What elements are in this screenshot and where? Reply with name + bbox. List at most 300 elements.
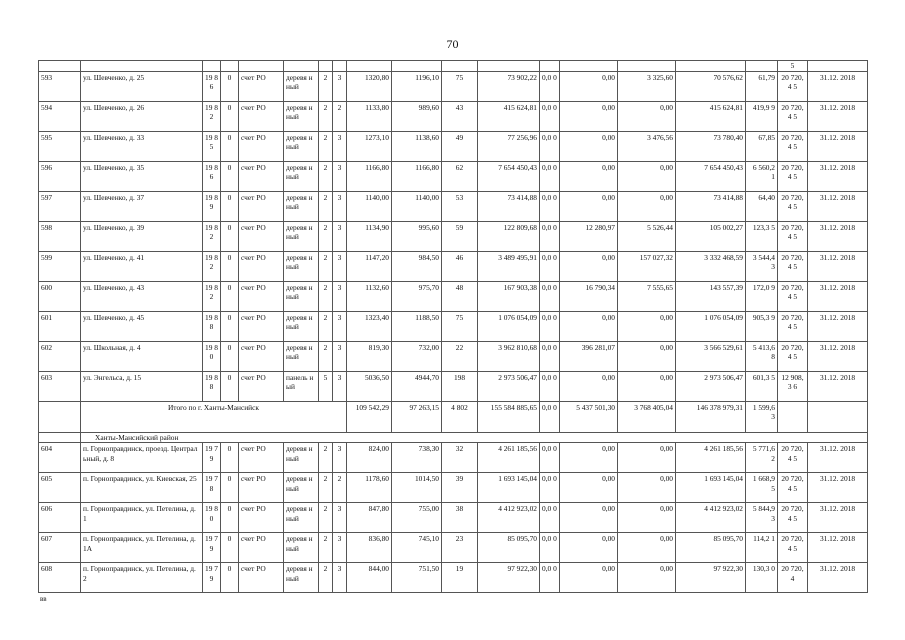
build-year-cell: 19 78 (203, 473, 221, 503)
fund-type-cell: счет РО (239, 131, 284, 161)
table-row (39, 563, 868, 593)
living-area-cell: 738,30 (392, 443, 442, 473)
total-cost-cell: 85 095,70 (478, 533, 540, 563)
total-s3-cell: 3 768 405,04 (618, 401, 676, 432)
planned-date-cell: 31.12. 2018 (808, 473, 868, 503)
code-cell: 0 (221, 503, 239, 533)
cost-region-cell: 0,00 (560, 533, 618, 563)
address-cell: п. Горноправдинск, проезд. Центральный, д. 8 (81, 443, 203, 473)
address-cell: ул. Шевченко, д. 33 (81, 131, 203, 161)
address-cell: ул. Шевченко, д. 26 (81, 101, 203, 131)
address-cell: п. Горноправдинск, ул. Петелина, д. 1 (81, 503, 203, 533)
code-cell: 0 (221, 221, 239, 251)
cost-municipal-cell: 0,00 (618, 341, 676, 371)
total-area-cell: 1178,60 (347, 473, 392, 503)
cost-limit-cell: 20 720,4 5 (778, 473, 808, 503)
residents-cell: 53 (442, 191, 478, 221)
row-number-cell: 607 (39, 533, 81, 563)
total-cost-cell: 3 489 495,91 (478, 251, 540, 281)
build-year-cell: 19 86 (203, 71, 221, 101)
total-area-cell: 1323,40 (347, 311, 392, 341)
footer-mark: вв (40, 595, 47, 603)
row-number-cell: 601 (39, 311, 81, 341)
build-year-cell: 19 79 (203, 443, 221, 473)
floors-cell: 5 (319, 371, 333, 401)
cost-federal-cell: 0,0 0 (540, 503, 560, 533)
address-cell: ул. Шевченко, д. 37 (81, 191, 203, 221)
cost-region-cell: 0,00 (560, 131, 618, 161)
cost-owners-cell: 2 973 506,47 (676, 371, 746, 401)
total-spec-cell: 1 599,6 3 (746, 401, 778, 432)
living-area-cell: 745,10 (392, 533, 442, 563)
cost-federal-cell: 0,0 0 (540, 221, 560, 251)
total-cost-cell: 122 809,68 (478, 221, 540, 251)
fund-type-cell: счет РО (239, 281, 284, 311)
cost-owners-cell: 73 780,40 (676, 131, 746, 161)
entrances-cell: 3 (333, 371, 347, 401)
residents-cell: 39 (442, 473, 478, 503)
row-number-cell: 608 (39, 563, 81, 593)
residents-cell: 46 (442, 251, 478, 281)
fund-type-cell: счет РО (239, 311, 284, 341)
cost-federal-cell: 0,0 0 (540, 533, 560, 563)
table-row (39, 503, 868, 533)
row-number-cell: 600 (39, 281, 81, 311)
total-cost-cell: 4 261 185,56 (478, 443, 540, 473)
fund-type-cell: счет РО (239, 101, 284, 131)
residents-cell: 38 (442, 503, 478, 533)
entrances-cell: 3 (333, 71, 347, 101)
cost-municipal-cell: 0,00 (618, 101, 676, 131)
cost-limit-cell: 20 720,4 5 (778, 443, 808, 473)
specific-cost-cell: 114,2 1 (746, 533, 778, 563)
table-row (39, 533, 868, 563)
table-body (39, 61, 868, 593)
residents-cell: 49 (442, 131, 478, 161)
cost-region-cell: 16 790,34 (560, 281, 618, 311)
floors-cell: 2 (319, 71, 333, 101)
total-row (39, 401, 868, 432)
living-area-cell: 975,70 (392, 281, 442, 311)
cost-federal-cell: 0,0 0 (540, 281, 560, 311)
cost-municipal-cell: 0,00 (618, 473, 676, 503)
wall-material-cell: деревя нный (284, 191, 319, 221)
cost-federal-cell: 0,0 0 (540, 251, 560, 281)
cost-owners-cell: 4 412 923,02 (676, 503, 746, 533)
cost-limit-cell: 20 720,4 5 (778, 533, 808, 563)
cost-municipal-cell: 0,00 (618, 371, 676, 401)
total-area-cell: 1140,00 (347, 191, 392, 221)
wall-material-cell: деревя нный (284, 533, 319, 563)
code-cell: 0 (221, 161, 239, 191)
floors-cell: 2 (319, 533, 333, 563)
build-year-cell: 19 80 (203, 503, 221, 533)
fund-type-cell: счет РО (239, 71, 284, 101)
cost-limit-cell: 20 720,4 5 (778, 161, 808, 191)
floors-cell: 2 (319, 191, 333, 221)
total-cost-cell: 77 256,96 (478, 131, 540, 161)
living-area-cell: 751,50 (392, 563, 442, 593)
specific-cost-cell: 5 771,6 2 (746, 443, 778, 473)
cost-region-cell: 396 281,07 (560, 341, 618, 371)
specific-cost-cell: 3 544,4 3 (746, 251, 778, 281)
wall-material-cell: деревя нный (284, 281, 319, 311)
cost-owners-cell: 143 557,39 (676, 281, 746, 311)
cost-limit-cell: 20 720,4 5 (778, 341, 808, 371)
residents-cell: 59 (442, 221, 478, 251)
living-area-cell: 1140,00 (392, 191, 442, 221)
code-cell: 0 (221, 281, 239, 311)
planned-date-cell: 31.12. 2018 (808, 251, 868, 281)
address-cell: ул. Шевченко, д. 45 (81, 311, 203, 341)
cost-municipal-cell: 3 325,60 (618, 71, 676, 101)
table-row (39, 191, 868, 221)
table-row (39, 221, 868, 251)
code-cell: 0 (221, 131, 239, 161)
row-number-cell: 605 (39, 473, 81, 503)
wall-material-cell: деревя нный (284, 251, 319, 281)
fund-type-cell: счет РО (239, 443, 284, 473)
specific-cost-cell: 1 668,9 5 (746, 473, 778, 503)
total-label-cell: Итого по г. Ханты-Мансийск (81, 401, 347, 432)
cost-limit-cell: 20 720,4 5 (778, 503, 808, 533)
planned-date-cell: 31.12. 2018 (808, 443, 868, 473)
build-year-cell: 19 85 (203, 131, 221, 161)
total-area-cell: 847,80 (347, 503, 392, 533)
table-row (39, 281, 868, 311)
empty-cell (39, 432, 81, 443)
total-area-cell: 1147,20 (347, 251, 392, 281)
empty-cell (778, 401, 808, 432)
entrances-cell: 3 (333, 341, 347, 371)
empty-cell (39, 401, 81, 432)
wall-material-cell: деревя нный (284, 311, 319, 341)
living-area-cell: 1196,10 (392, 71, 442, 101)
residents-cell: 43 (442, 101, 478, 131)
floors-cell: 2 (319, 311, 333, 341)
build-year-cell: 19 79 (203, 533, 221, 563)
build-year-cell: 19 82 (203, 281, 221, 311)
entrances-cell: 3 (333, 221, 347, 251)
cost-municipal-cell: 0,00 (618, 533, 676, 563)
row-number-cell: 593 (39, 71, 81, 101)
cost-federal-cell: 0,0 0 (540, 161, 560, 191)
cost-region-cell: 0,00 (560, 443, 618, 473)
address-cell: ул. Шевченко, д. 43 (81, 281, 203, 311)
code-cell: 0 (221, 191, 239, 221)
wall-material-cell: деревя нный (284, 503, 319, 533)
cost-region-cell: 0,00 (560, 563, 618, 593)
cost-limit-cell: 20 720,4 5 (778, 251, 808, 281)
wall-material-cell: деревя нный (284, 101, 319, 131)
living-area-cell: 989,60 (392, 101, 442, 131)
floors-cell: 2 (319, 341, 333, 371)
cost-municipal-cell: 0,00 (618, 443, 676, 473)
residents-cell: 19 (442, 563, 478, 593)
table-row (39, 443, 868, 473)
total-area-cell: 824,00 (347, 443, 392, 473)
planned-date-cell: 31.12. 2018 (808, 101, 868, 131)
code-cell: 0 (221, 533, 239, 563)
living-area-cell: 1166,80 (392, 161, 442, 191)
cost-limit-cell: 20 720,4 (778, 563, 808, 593)
empty-cell (808, 401, 868, 432)
cost-municipal-cell: 0,00 (618, 563, 676, 593)
specific-cost-cell: 64,40 (746, 191, 778, 221)
cost-federal-cell: 0,0 0 (540, 443, 560, 473)
fund-type-cell: счет РО (239, 341, 284, 371)
code-cell: 0 (221, 311, 239, 341)
floors-cell: 2 (319, 443, 333, 473)
code-cell: 0 (221, 251, 239, 281)
total-cost-cell: 97 922,30 (478, 563, 540, 593)
cost-limit-cell: 20 720,4 5 (778, 101, 808, 131)
cost-federal-cell: 0,0 0 (540, 71, 560, 101)
address-cell: ул. Шевченко, д. 39 (81, 221, 203, 251)
row-number-cell: 602 (39, 341, 81, 371)
total-cost-cell: 73 414,88 (478, 191, 540, 221)
cost-region-cell: 0,00 (560, 311, 618, 341)
row-number-cell: 604 (39, 443, 81, 473)
entrances-cell: 2 (333, 101, 347, 131)
cost-owners-cell: 1 076 054,09 (676, 311, 746, 341)
total-area-cell: 1320,80 (347, 71, 392, 101)
planned-date-cell: 31.12. 2018 (808, 533, 868, 563)
specific-cost-cell: 6 560,2 1 (746, 161, 778, 191)
planned-date-cell: 31.12. 2018 (808, 161, 868, 191)
cost-municipal-cell: 7 555,65 (618, 281, 676, 311)
living-area-cell: 732,00 (392, 341, 442, 371)
living-area-cell: 4944,70 (392, 371, 442, 401)
cost-region-cell: 0,00 (560, 101, 618, 131)
cost-owners-cell: 7 654 450,43 (676, 161, 746, 191)
row-number-cell: 596 (39, 161, 81, 191)
code-cell: 0 (221, 371, 239, 401)
specific-cost-cell: 130,3 0 (746, 563, 778, 593)
wall-material-cell: деревя нный (284, 473, 319, 503)
total-cost-cell: 415 624,81 (478, 101, 540, 131)
total-area-cell: 836,80 (347, 533, 392, 563)
cost-limit-cell: 20 720,4 5 (778, 71, 808, 101)
district-title: Ханты-Мансийский район (81, 432, 868, 443)
wall-material-cell: деревя нный (284, 443, 319, 473)
specific-cost-cell: 123,3 5 (746, 221, 778, 251)
total-area-cell: 1166,80 (347, 161, 392, 191)
entrances-cell: 3 (333, 443, 347, 473)
district-row (39, 432, 868, 443)
cost-federal-cell: 0,0 0 (540, 371, 560, 401)
cost-owners-cell: 105 002,27 (676, 221, 746, 251)
build-year-cell: 19 88 (203, 311, 221, 341)
wall-material-cell: деревя нный (284, 221, 319, 251)
cost-federal-cell: 0,0 0 (540, 131, 560, 161)
residents-cell: 75 (442, 311, 478, 341)
address-cell: п. Горноправдинск, ул. Киевская, 25 (81, 473, 203, 503)
address-cell: ул. Шевченко, д. 35 (81, 161, 203, 191)
cost-region-cell: 0,00 (560, 191, 618, 221)
fund-type-cell: счет РО (239, 473, 284, 503)
cost-federal-cell: 0,0 0 (540, 473, 560, 503)
fund-type-cell: счет РО (239, 371, 284, 401)
total-area-cell: 109 542,29 (347, 401, 392, 432)
cost-owners-cell: 415 624,81 (676, 101, 746, 131)
cost-municipal-cell: 0,00 (618, 503, 676, 533)
continuation-row (39, 61, 868, 72)
cost-region-cell: 0,00 (560, 71, 618, 101)
table-row (39, 131, 868, 161)
build-year-cell: 19 82 (203, 101, 221, 131)
total-cost-cell: 3 962 810,68 (478, 341, 540, 371)
planned-date-cell: 31.12. 2018 (808, 221, 868, 251)
table-row (39, 371, 868, 401)
build-year-cell: 19 79 (203, 563, 221, 593)
floors-cell: 2 (319, 221, 333, 251)
cost-region-cell: 12 280,97 (560, 221, 618, 251)
cost-owners-cell: 70 576,62 (676, 71, 746, 101)
floors-cell: 2 (319, 473, 333, 503)
residents-cell: 62 (442, 161, 478, 191)
cost-limit-cell: 20 720,4 5 (778, 221, 808, 251)
cost-municipal-cell: 5 526,44 (618, 221, 676, 251)
total-s4-cell: 146 378 979,31 (676, 401, 746, 432)
planned-date-cell: 31.12. 2018 (808, 311, 868, 341)
cost-region-cell: 0,00 (560, 251, 618, 281)
total-area-cell: 1273,10 (347, 131, 392, 161)
floors-cell: 2 (319, 251, 333, 281)
residents-cell: 22 (442, 341, 478, 371)
floors-cell: 2 (319, 161, 333, 191)
residents-cell: 75 (442, 71, 478, 101)
code-cell: 0 (221, 341, 239, 371)
living-area-cell: 1014,50 (392, 473, 442, 503)
planned-date-cell: 31.12. 2018 (808, 371, 868, 401)
residents-cell: 32 (442, 443, 478, 473)
row-number-cell: 599 (39, 251, 81, 281)
total-area-cell: 5036,50 (347, 371, 392, 401)
code-cell: 0 (221, 473, 239, 503)
page-number: 70 (446, 37, 459, 51)
row-number-cell: 594 (39, 101, 81, 131)
cost-region-cell: 0,00 (560, 371, 618, 401)
floors-cell: 2 (319, 101, 333, 131)
total-area2-cell: 97 263,15 (392, 401, 442, 432)
total-cost-cell: 1 693 145,04 (478, 473, 540, 503)
wall-material-cell: деревя нный (284, 341, 319, 371)
entrances-cell: 2 (333, 473, 347, 503)
total-total-cell: 155 584 885,65 (478, 401, 540, 432)
planned-date-cell: 31.12. 2018 (808, 563, 868, 593)
build-year-cell: 19 89 (203, 191, 221, 221)
entrances-cell: 3 (333, 311, 347, 341)
row-number-cell: 597 (39, 191, 81, 221)
entrances-cell: 3 (333, 503, 347, 533)
floors-cell: 2 (319, 281, 333, 311)
planned-date-cell: 31.12. 2018 (808, 503, 868, 533)
total-cost-cell: 1 076 054,09 (478, 311, 540, 341)
total-area-cell: 1134,90 (347, 221, 392, 251)
cost-limit-cell: 12 908,3 6 (778, 371, 808, 401)
code-cell: 0 (221, 101, 239, 131)
cost-owners-cell: 85 095,70 (676, 533, 746, 563)
specific-cost-cell: 172,0 9 (746, 281, 778, 311)
living-area-cell: 1138,60 (392, 131, 442, 161)
wall-material-cell: деревя нный (284, 161, 319, 191)
address-cell: ул. Шевченко, д. 41 (81, 251, 203, 281)
row-number-cell: 598 (39, 221, 81, 251)
wall-material-cell: деревя нный (284, 71, 319, 101)
total-s2-cell: 5 437 501,30 (560, 401, 618, 432)
cost-owners-cell: 97 922,30 (676, 563, 746, 593)
specific-cost-cell: 419,9 9 (746, 101, 778, 131)
total-cost-cell: 167 903,38 (478, 281, 540, 311)
living-area-cell: 995,60 (392, 221, 442, 251)
table-row (39, 101, 868, 131)
cost-owners-cell: 3 332 468,59 (676, 251, 746, 281)
planned-date-cell: 31.12. 2018 (808, 341, 868, 371)
living-area-cell: 1188,50 (392, 311, 442, 341)
entrances-cell: 3 (333, 161, 347, 191)
entrances-cell: 3 (333, 191, 347, 221)
cost-owners-cell: 73 414,88 (676, 191, 746, 221)
fund-type-cell: счет РО (239, 503, 284, 533)
specific-cost-cell: 5 844,9 3 (746, 503, 778, 533)
cost-municipal-cell: 0,00 (618, 311, 676, 341)
fund-type-cell: счет РО (239, 191, 284, 221)
cost-municipal-cell: 0,00 (618, 191, 676, 221)
build-year-cell: 19 86 (203, 161, 221, 191)
cost-limit-cell: 20 720,4 5 (778, 131, 808, 161)
address-cell: ул. Школьная, д. 4 (81, 341, 203, 371)
specific-cost-cell: 5 413,6 8 (746, 341, 778, 371)
total-area-cell: 1133,80 (347, 101, 392, 131)
floors-cell: 2 (319, 503, 333, 533)
residents-cell: 198 (442, 371, 478, 401)
address-cell: п. Горноправдинск, ул. Петелина, д. 1А (81, 533, 203, 563)
total-cost-cell: 73 902,22 (478, 71, 540, 101)
planned-date-cell: 31.12. 2018 (808, 71, 868, 101)
cost-federal-cell: 0,0 0 (540, 563, 560, 593)
residents-cell: 23 (442, 533, 478, 563)
code-cell: 0 (221, 71, 239, 101)
cost-municipal-cell: 157 027,32 (618, 251, 676, 281)
cost-federal-cell: 0,0 0 (540, 311, 560, 341)
specific-cost-cell: 61,79 (746, 71, 778, 101)
address-cell: п. Горноправдинск, ул. Петелина, д. 2 (81, 563, 203, 593)
total-area-cell: 1132,60 (347, 281, 392, 311)
continuation-cell: 5 (778, 61, 808, 72)
cost-owners-cell: 1 693 145,04 (676, 473, 746, 503)
cost-region-cell: 0,00 (560, 161, 618, 191)
planned-date-cell: 31.12. 2018 (808, 191, 868, 221)
wall-material-cell: панель ный (284, 371, 319, 401)
total-area-cell: 819,30 (347, 341, 392, 371)
total-s1-cell: 0,0 0 (540, 401, 560, 432)
address-cell: ул. Энгельса, д. 15 (81, 371, 203, 401)
fund-type-cell: счет РО (239, 251, 284, 281)
entrances-cell: 3 (333, 251, 347, 281)
total-cost-cell: 7 654 450,43 (478, 161, 540, 191)
row-number-cell: 603 (39, 371, 81, 401)
cost-owners-cell: 4 261 185,56 (676, 443, 746, 473)
build-year-cell: 19 82 (203, 221, 221, 251)
entrances-cell: 3 (333, 131, 347, 161)
fund-type-cell: счет РО (239, 221, 284, 251)
wall-material-cell: деревя нный (284, 131, 319, 161)
fund-type-cell: счет РО (239, 161, 284, 191)
cost-limit-cell: 20 720,4 5 (778, 191, 808, 221)
table-row (39, 71, 868, 101)
total-cost-cell: 4 412 923,02 (478, 503, 540, 533)
